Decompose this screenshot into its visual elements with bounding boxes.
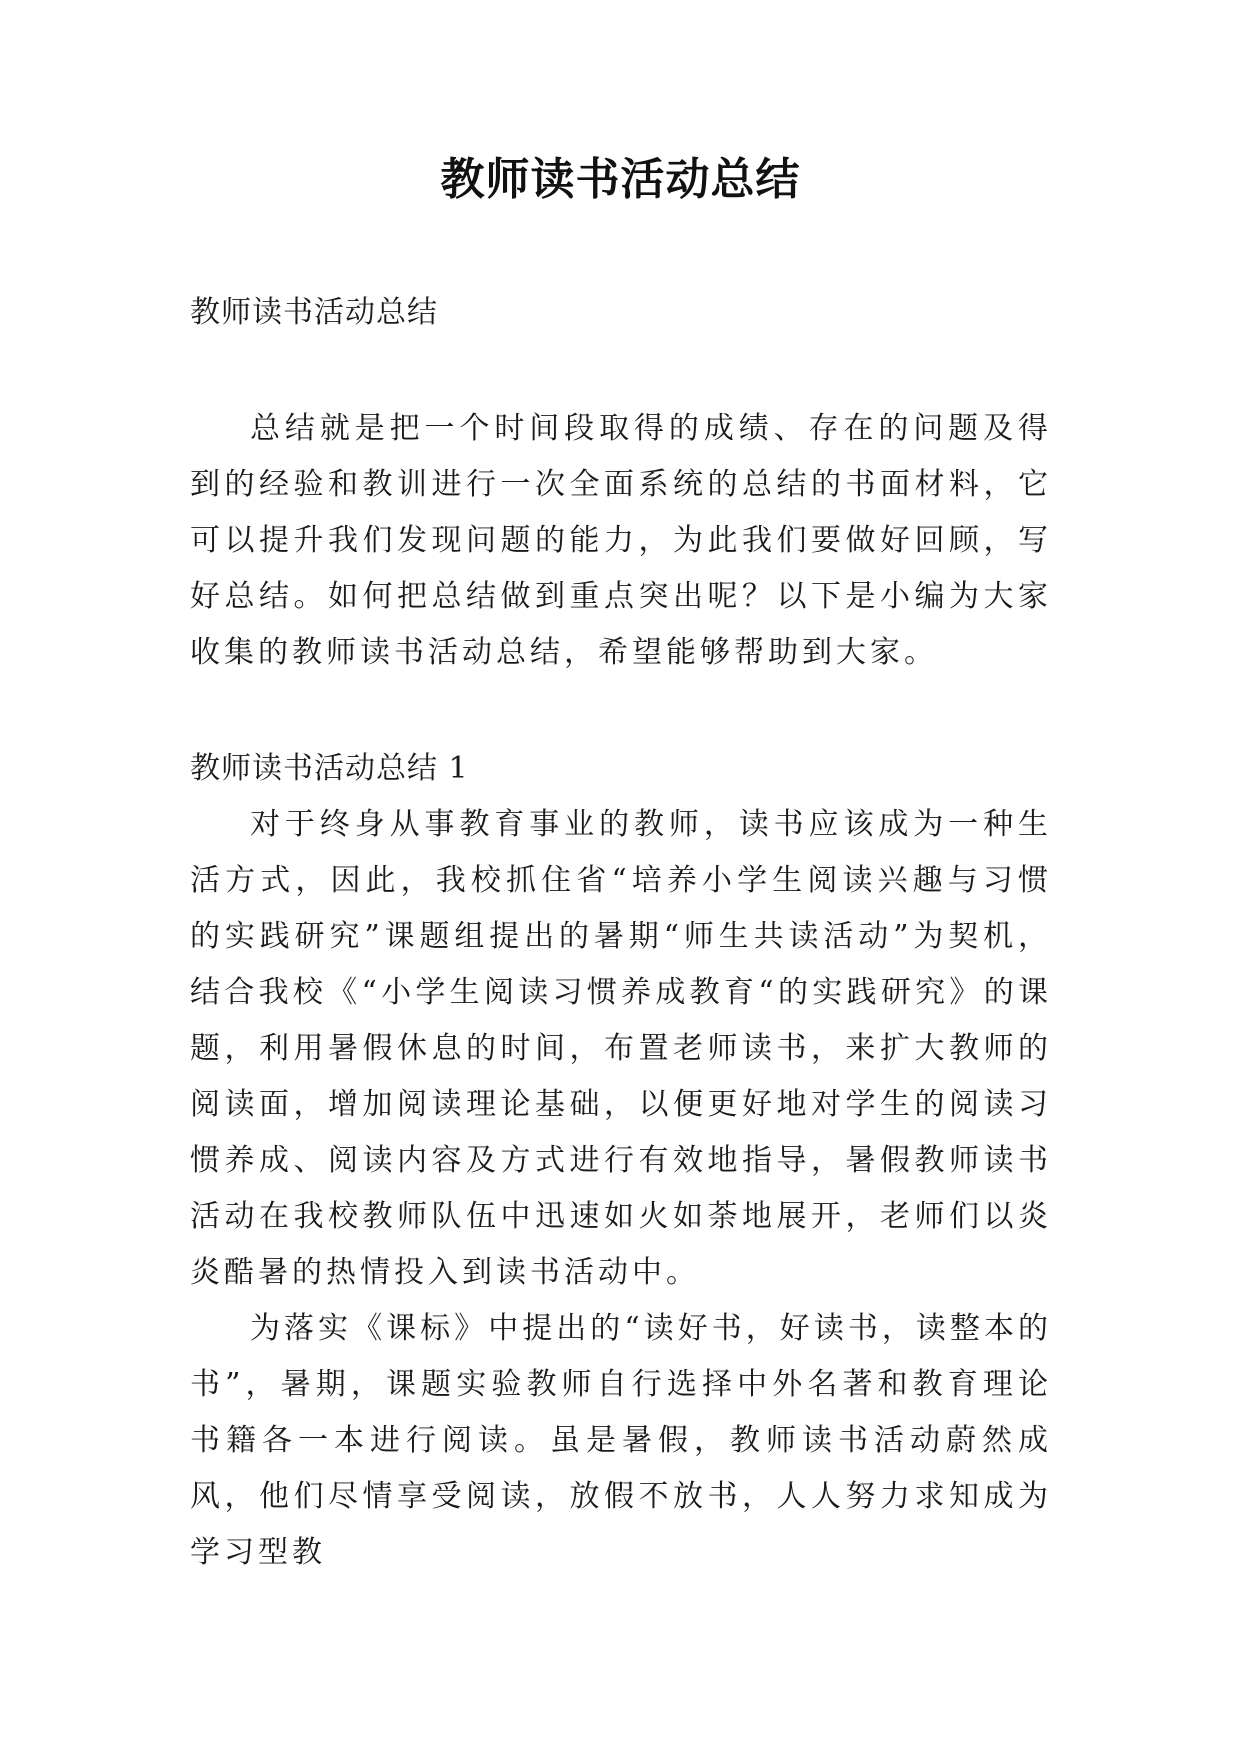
intro-paragraph: 总结就是把一个时间段取得的成绩、存在的问题及得到的经验和教训进行一次全面系统的总结的书面材料，它可以提升我们发现问题的能力，为此我们要做好回顾，写好总结。如何把总结做到重点突出呢？以下是小编为大家收集的教师读书活动总结，希望能够帮助到大家。	[190, 411, 1052, 670]
section-heading: 教师读书活动总结 1	[190, 751, 469, 786]
document-title: 教师读书活动总结	[440, 154, 801, 205]
document-body	[190, 285, 1052, 1581]
spacer	[190, 341, 1052, 401]
body-paragraph-2: 为落实《课标》中提出的“读好书，好读书，读整本的书”，暑期，课题实验教师自行选择中外名著和教育理论书籍各一本进行阅读。虽是暑假，教师读书活动蔚然成风，他们尽情享受阅读，放假不放书，人人努力求知成为学习型教	[190, 1311, 1052, 1570]
body-paragraph-1: 对于终身从事教育事业的教师，读书应该成为一种生活方式，因此，我校抓住省“培养小学生阅读兴趣与习惯的实践研究”课题组提出的暑期“师生共读活动”为契机，结合我校《“小学生阅读习惯养成教育“的实践研究》的课题，利用暑假休息的时间，布置老师读书，来扩大教师的阅读面，增加阅读理论基础，以便更好地对学生的阅读习惯养成、阅读内容及方式进行有效地指导，暑假教师读书活动在我校教师队伍中迅速如火如荼地展开，老师们以炎炎酷暑的热情投入到读书活动中。	[190, 807, 1052, 1290]
spacer	[190, 681, 1052, 741]
document-subtitle: 教师读书活动总结	[190, 295, 438, 330]
